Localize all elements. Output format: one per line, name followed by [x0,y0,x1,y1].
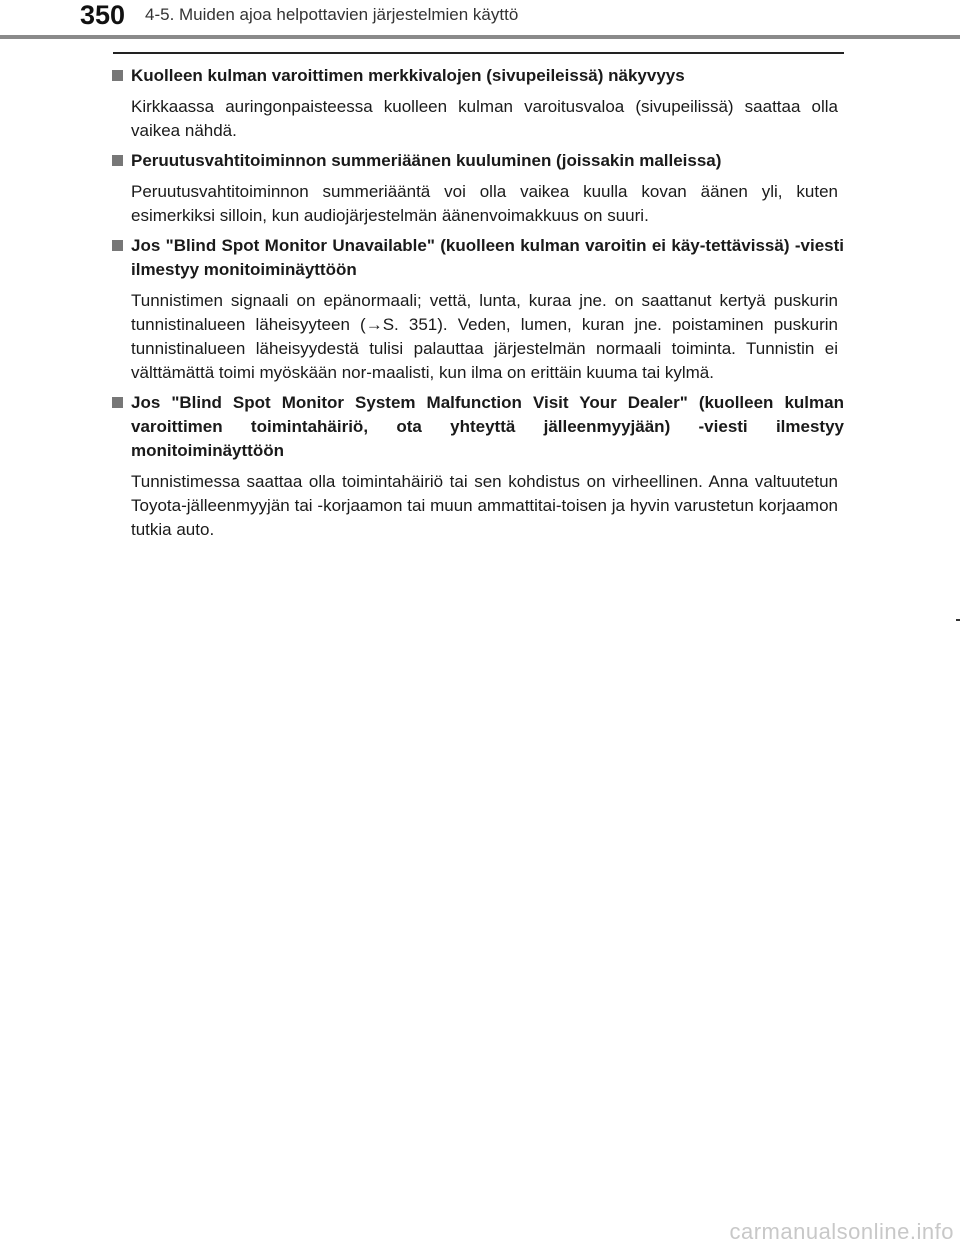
note-title: Jos "Blind Spot Monitor System Malfunction Visit Your Dealer" (kuolleen kulman varoittimen toimintahäiriö, ota yhteyttä jälleenmyyjään) -viesti ilmestyy monitoiminäyttöön [131,393,844,460]
note-text: Peruutusvahtitoiminnon summeriääntä voi olla vaikea kuulla kovan äänen yli, kuten esimerkiksi silloin, kun audiojärjestelmän äänenvoimakkuus on suuri. [131,182,838,225]
square-bullet-icon [112,240,126,251]
square-bullet-icon [112,155,126,166]
note-heading [112,149,844,173]
square-bullet-icon [112,70,126,81]
note-heading [112,234,844,282]
note-item [112,149,844,228]
note-text: Tunnistimen signaali on epänormaali; vettä, lunta, kuraa jne. on saattanut kertyä puskurin tunnistinalueen läheisyyteen (→S. 351). Veden, lumen, kuran jne. poistaminen puskurin tunnistinalueen läheisyydestä tulisi palauttaa järjestelmän normaali toiminta. Tunnistin ei välttämättä toimi myöskään nor-maalisti, kun ilma on erittäin kuuma tai kylmä. [131,291,838,382]
page-header [0,0,960,36]
note-heading [112,64,844,88]
note-item [112,391,844,542]
content-body [112,64,844,548]
note-heading [112,391,844,463]
note-text: Tunnistimessa saattaa olla toimintahäiriö tai sen kohdistus on virheellinen. Anna valtuutetun Toyota-jälleenmyyjän tai -korjaamon tai muun ammattitai-toisen ja hyvin varustetun korjaamon tutkia auto. [131,472,838,539]
note-title: Peruutusvahtitoiminnon summeriäänen kuuluminen (joissakin malleissa) [131,151,722,170]
note-item [112,64,844,143]
note-title: Kuolleen kulman varoittimen merkkivalojen (sivupeileissä) näkyvyys [131,66,685,85]
watermark: carmanualsonline.info [729,1219,954,1244]
header-divider [0,35,960,39]
page-number: 350 [80,0,126,30]
content-divider [113,52,844,54]
note-item [112,234,844,385]
section-title: 4-5. Muiden ajoa helpottavien järjestelmien käyttö [145,5,519,24]
note-title: Jos "Blind Spot Monitor Unavailable" (kuolleen kulman varoitin ei käy-tettävissä) -viesti ilmestyy monitoiminäyttöön [131,236,844,279]
note-text: Kirkkaassa auringonpaisteessa kuolleen kulman varoitusvaloa (sivupeilissä) saattaa olla vaikea nähdä. [131,97,838,140]
square-bullet-icon [112,397,126,408]
margin-tick [956,619,960,621]
